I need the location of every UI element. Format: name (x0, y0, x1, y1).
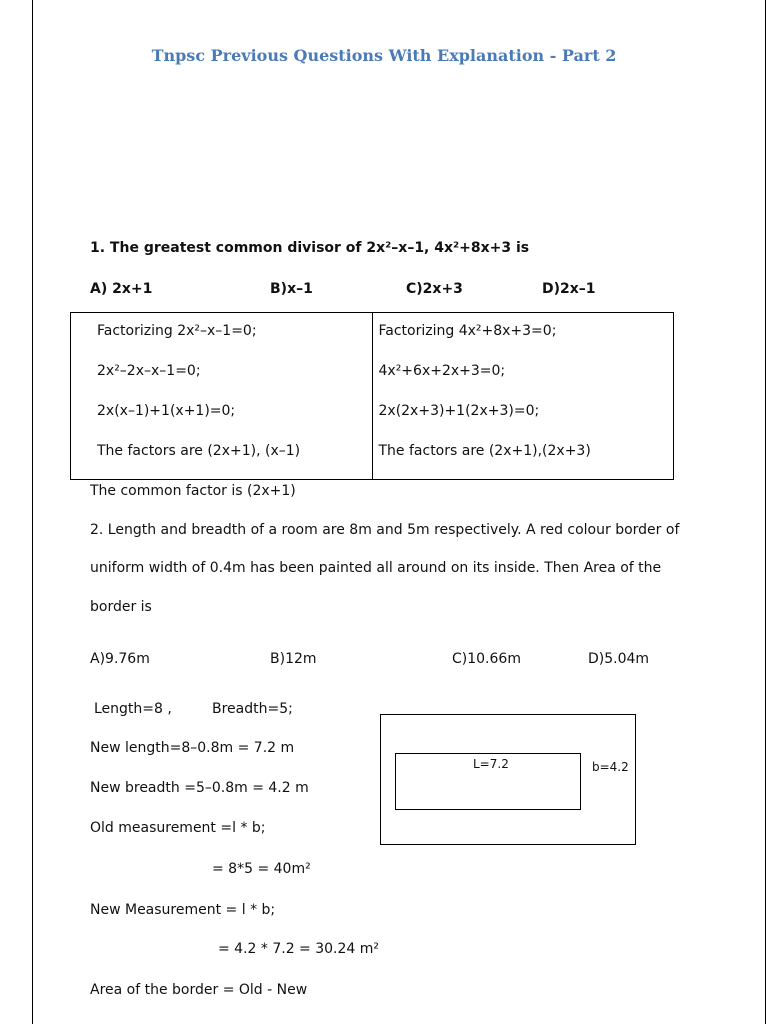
document-page (32, 0, 766, 1024)
right-step-3: 2x(2x+3)+1(2x+3)=0; (378, 403, 540, 419)
new-measurement: New Measurement = l * b; (90, 902, 276, 918)
q2-option-a: A)9.76m (90, 651, 150, 667)
left-step-1: Factorizing 2x²–x–1=0; (97, 323, 257, 339)
inner-breadth-label: b=4.2 (592, 760, 629, 774)
right-step-1: Factorizing 4x²+8x+3=0; (378, 323, 557, 339)
new-length: New length=8–0.8m = 7.2 m (90, 740, 295, 756)
new-breadth: New breadth =5–0.8m = 4.2 m (90, 780, 309, 796)
left-step-4: The factors are (2x+1), (x–1) (97, 443, 301, 459)
q2-option-b: B)12m (270, 651, 317, 667)
q2-line-2: uniform width of 0.4m has been painted all around on its inside. Then Area of the (90, 560, 662, 576)
factorization-left (71, 313, 373, 480)
q2-option-c: C)10.66m (452, 651, 521, 667)
q1-option-a: A) 2x+1 (90, 281, 153, 297)
q2-line-3: border is (90, 599, 152, 615)
border-area: Area of the border = Old - New (90, 982, 308, 998)
breadth-value: Breadth=5; (212, 701, 293, 717)
q2-line-1: 2. Length and breadth of a room are 8m and 5m respectively. A red colour border of (90, 522, 680, 538)
factorization-right (372, 313, 674, 480)
q1-common-factor: The common factor is (2x+1) (90, 483, 296, 499)
q2-option-d: D)5.04m (588, 651, 650, 667)
old-measurement: Old measurement =l * b; (90, 820, 266, 836)
q1-question: 1. The greatest common divisor of 2x²–x–1, 4x²+8x+3 is (90, 240, 530, 256)
right-step-2: 4x²+6x+2x+3=0; (378, 363, 506, 379)
q1-option-d: D)2x–1 (542, 281, 596, 297)
right-step-4: The factors are (2x+1),(2x+3) (378, 443, 591, 459)
left-step-3: 2x(x–1)+1(x+1)=0; (97, 403, 236, 419)
left-step-2: 2x²–2x–x–1=0; (97, 363, 201, 379)
page-title: Tnpsc Previous Questions With Explanation - Part 2 (151, 46, 617, 65)
q1-option-b: B)x–1 (270, 281, 313, 297)
length-value: Length=8 , (94, 701, 172, 717)
factorization-table (70, 312, 674, 480)
inner-length-label: L=7.2 (473, 757, 509, 771)
new-measurement-value: = 4.2 * 7.2 = 30.24 m² (218, 941, 380, 957)
old-measurement-value: = 8*5 = 40m² (212, 861, 311, 877)
q1-option-c: C)2x+3 (406, 281, 463, 297)
